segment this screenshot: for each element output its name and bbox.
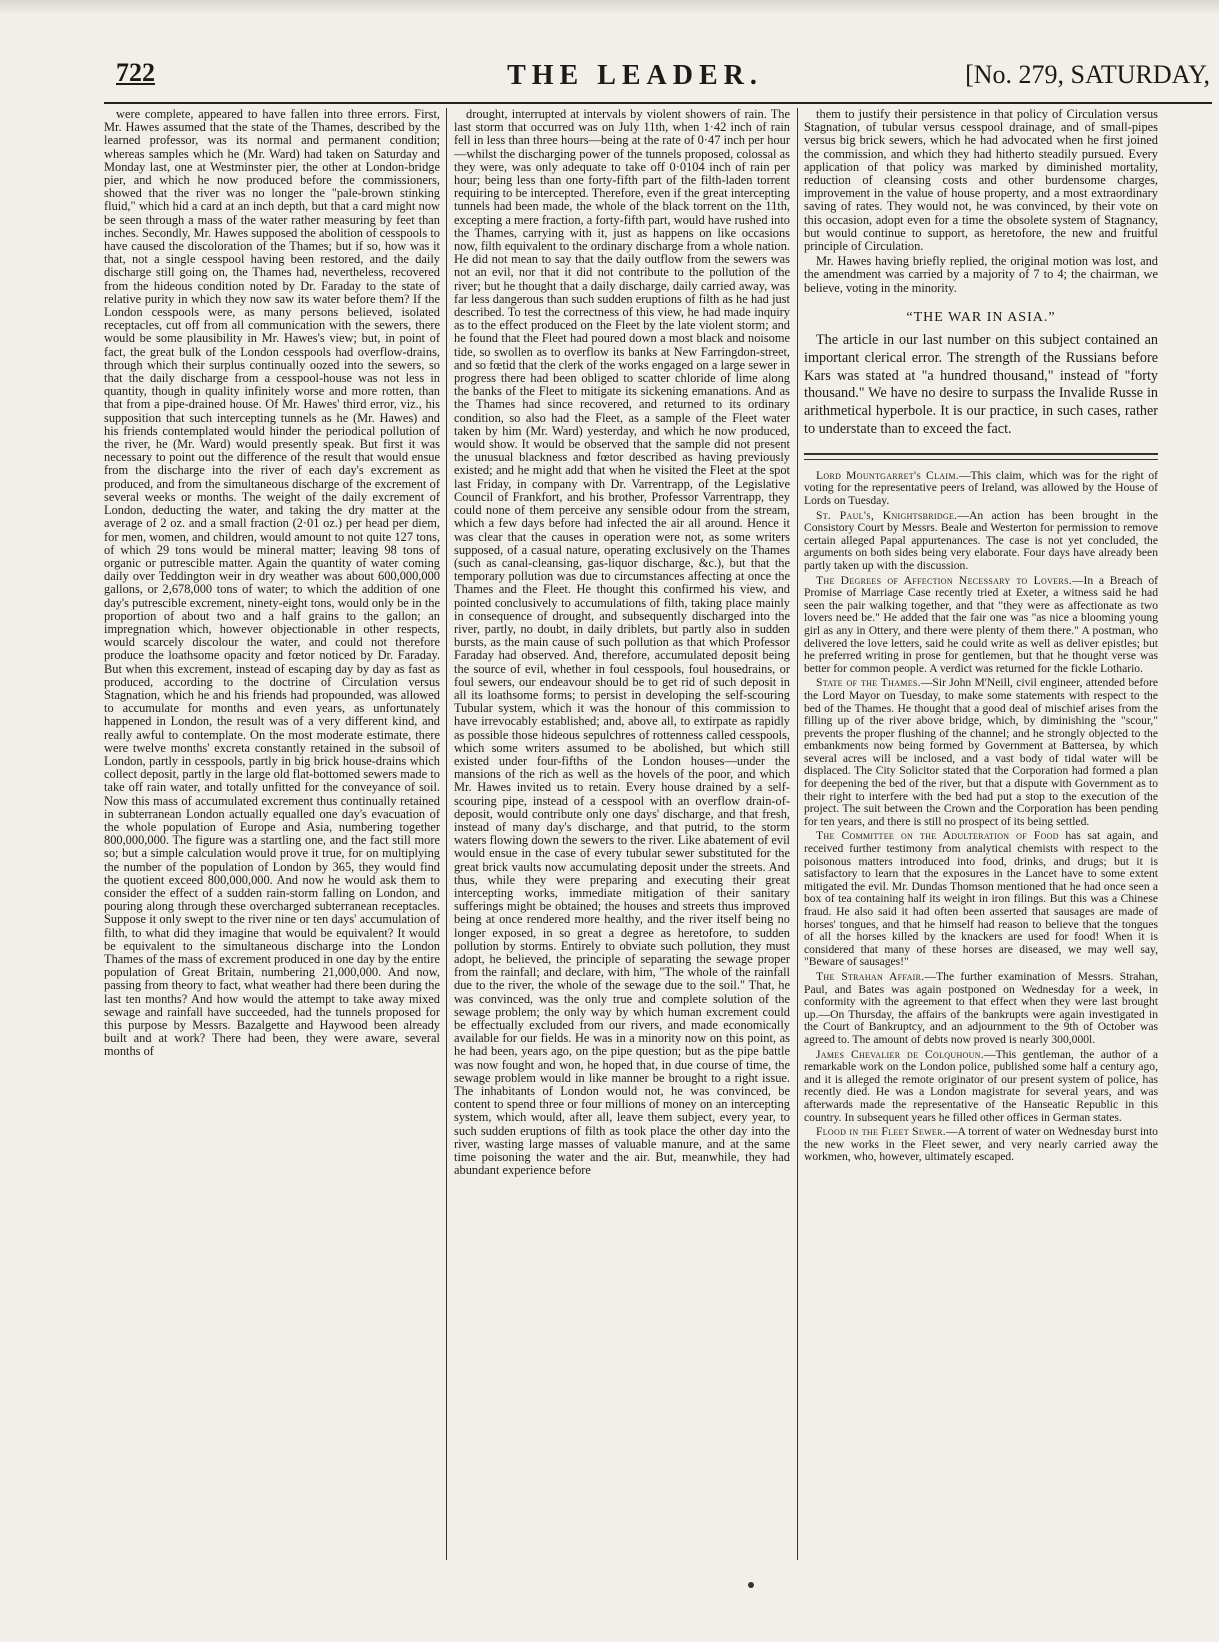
news-item-text: —The further examination of Messrs. Strahan, Paul, and Bates was again postponed on Wednesday for a week, in conformity with the agreement to that effect when they were last brought up.—On Thursday, the affairs of the bankrupts were again investigated in the Court of Bankruptcy, and an adjournment to the 9th of October was agreed to. The amount of debts now proved is nearly 300,000l. <box>804 969 1158 1046</box>
section-heading-war-in-asia: “THE WAR IN ASIA.” <box>906 309 1056 325</box>
news-item-text: —In a Breach of Promise of Marriage Case recently tried at Exeter, a witness said he had seen the pair walking together, and that "they were as affectionate as two lovers need be." He added that the fair one was "as nice a blooming young girl as any in Ottery, and there were plenty of them there." A postman, who delivered the love letters, said he could write as well as deliver epistles; but he preferred writing in prose for gentlemen, but that he thought verse was better for common people. A verdict was returned for the fickle Lothario. <box>804 573 1158 675</box>
issue-info: [No. 279, SATURDAY, <box>965 60 1210 89</box>
news-item-text: —This claim, which was for the right of voting for the representative peers of Ireland, was allowed by the House of Lords on Tuesday. <box>804 468 1158 508</box>
paper-title: THE LEADER. <box>507 60 763 91</box>
news-item <box>804 1126 1158 1164</box>
news-item-lead: St. Paul's, Knightsbridge. <box>816 508 958 522</box>
news-item-text: —Sir John M'Neill, civil engineer, attended before the Lord Mayor on Tuesday, to make some statements with respect to the bed of the Thames. He thought that a good deal of mischief arises from the filling up of the river above bridge, which, by diminishing the "scour," prevents the proper flushing of the channel; and he strongly objected to the embankments now being formed by Government at Battersea, by which several acres will be inclosed, and a vast body of tidal water will be displaced. The City Solicitor stated that the Corporation had formed a plan for deepening the bed of the river, but that a dispute with Government as to their right to interfere with the bed had put a stop to the execution of the project. The suit between the Crown and the Corporation has been pending for ten years, and there is still no prospect of its being settled. <box>804 676 1158 828</box>
article-paragraph: were complete, appeared to have fallen into three errors. First, Mr. Hawes assumed that the state of the Thames, described by the learned professor, was its normal and permanent condition; whereas samples which he (Mr. Ward) had taken on Saturday and Monday last, one at Westminster pier, the other at London-bridge pier, and which he now produced before the commissioners, showed that the river was no longer the "pale-brown stinking fluid," which hid a card at an inch depth, but that a card might now be seen through a mass of the water rather measuring by feet than inches. Secondly, Mr. Hawes supposed the abolition of cesspools to have caused the discoloration of the Thames; but if so, how was it that, not a single cesspool having been restored, and the daily discharge still going on, the Thames had, nevertheless, recovered from the hideous condition noted by Dr. Faraday to the state of relative purity in which they now saw its water before them? If the London cesspools were, as many persons believed, isolated receptacles, cut off from all communication with the sewers, there would be some plausibility in Mr. Hawes's view; but, in point of fact, the great bulk of the London cesspools had overflow-drains, through which their surplus continually oozed into the sewers, so that the daily discharge from a cesspool-house was not less in quantity, though in quality infinitely worse and more rotten, than that from a pipe-drained house. Of Mr. Hawes' third error, viz., his supposition that such intercepting tunnels as he (Mr. Hawes) and his friends contemplated would hinder the periodical pollution of the river, he (Mr. Ward) would presently speak. But first it was necessary to point out the difference of the result that would ensue from the discharge into the river of each day's excrement as produced, and from the simultaneous discharge of the excrement of several weeks or months. The weight of the daily excrement of London, deducting the water, and taking the dry matter at the average of 2 oz. and a small fraction (2·01 oz.) per head per diem, for men, women, and children, would amount to not quite 127 tons, of which 29 tons would be mineral matter; leaving 98 tons of organic or putrescible matter. Again the quantity of water coming daily over Teddington weir in dry weather was about 600,000,000 gallons, or 2,678,000 tons of water; to which the addition of one day's putrescible excrement, ninety-eight tons, would only be in the proportion of about two and a half grains to the gallon; an impregnation which, however objectionable in other respects, would scarcely discolour the water, and could not therefore produce the loathsome opacity and fœtor noticed by Dr. Faraday. But when this excrement, instead of escaping day by day as fast as produced, according to the doctrine of Circulation versus Stagnation, which he and his friends had propounded, was allowed to accumulate for months and even years, as unfortunately happened in London, the result was of a very different kind, and really awful to contemplate. On the most moderate estimate, there were twelve months' excreta constantly retained in the subsoil of London, partly in cesspools, partly in big brick house-drains which collect deposit, partly in the large old flat-bottomed sewers made to take off rain water, and totally unfitted for the conveyance of soil. Now this mass of accumulated excrement thus continually retained in subterranean London actually equalled one day's evacuation of the whole population of Europe and Asia, numbering together 800,000,000. The figure was a startling one, and the fact still more so; but a simple calculation would prove it true, for on multiplying the number of the population of London by 365, they would find the quotient exceed 800,000,000. And now he would ask them to consider the effect of a sudden rain-storm falling on London, and pouring along through these overcharged subterranean receptacles. Suppose it only swept to the river nine or ten days' accumulation of filth, to what did they imagine that would be equivalent? It would be equivalent to the simultaneous discharge into the London Thames of the mass of excrement produced in one day by the entire population of Great Britain, numbering 21,000,000. And now, passing from theory to fact, what weather had there been during the last ten months? And how would the attempt to take away mixed sewage and rainfall have succeeded, had the tunnels proposed for this purpose by Messrs. Bazalgette and Haywood been already built and at work? There had been, they were aware, several months of <box>104 108 440 1059</box>
news-item-lead: The Degrees of Affection Necessary to Lovers. <box>816 573 1072 587</box>
news-item-text: has sat again, and received further testimony from analytical chemists with respect to the poisonous matters introduced into food, drinks, and drugs; but it is satisfactory to learn that the exposures in the Lancet have to some extent mitigated the evil. Mr. Dundas Thomson mentioned that he had once seen a box of tea containing half its weight in iron filings. But this was a Chinese fraud. He also said it had often been asserted that sausages are made of horses' tongues, and that he himself had reason to believe that the tongues of all the horses killed by the knackers are used for food! When it is considered that many of these horses are diseased, we may well say, "Beware of sausages!" <box>804 829 1158 969</box>
news-item-text: —A torrent of water on Wednesday burst into the new works in the Fleet sewer, and very nearly carried away the workmen, who, however, ultimately escaped. <box>804 1125 1158 1164</box>
news-item <box>804 575 1158 676</box>
section-text-war-in-asia: The article in our last number on this subject contained an important clerical error. The strength of the Russians before Kars was stated at "a hundred thousand," instead of "forty thousand." We have no desire to surpass the Invalide Russe in arithmetical hyperbole. It is our practice, in such cases, rather to understate than to exceed the fact. <box>804 332 1158 438</box>
news-item-lead: State of the Thames. <box>816 676 921 690</box>
column-divider <box>797 108 798 1560</box>
news-item <box>804 470 1158 508</box>
masthead <box>60 58 1210 100</box>
news-item <box>804 677 1158 828</box>
article-paragraph: them to justify their persistence in that policy of Circulation versus Stagnation, of tubular versus cesspool drainage, and of small-pipes versus big brick sewers, which he had advocated when he first joined the commission, and which they had hitherto steadily pursued. Every application of that policy was marked by diminished mortality, reduction of cleansing costs and other burdensome charges, improvement in the value of house property, and a most extraordinary saving of rates. They would not, he was convinced, by their vote on this occasion, adopt even for a time the obsolete system of Stagnancy, but would continue to support, as heretofore, the new and fruitful principle of Circulation. <box>804 108 1158 254</box>
news-item <box>804 971 1158 1047</box>
page-mark <box>748 1582 754 1588</box>
masthead-rule <box>104 102 1212 104</box>
news-item-lead: The Committee on the Adulteration of Food <box>816 829 1059 843</box>
news-item <box>804 830 1158 969</box>
news-item-text: —An action has been brought in the Consistory Court by Messrs. Beale and Westerton for permission to remove certain alleged Papal appurtenances. The case is not yet concluded, the arguments on both sides being very elaborate. Four days have already been partly taken up with the discussion. <box>804 508 1158 572</box>
scan-edge <box>0 0 1219 14</box>
news-item-lead: Lord Mountgarret's Claim. <box>816 468 959 482</box>
page-number: 722 <box>116 58 155 87</box>
section-divider <box>804 453 1158 460</box>
news-item-lead: Flood in the Fleet Sewer. <box>816 1125 946 1139</box>
article-paragraph: Mr. Hawes having briefly replied, the original motion was lost, and the amendment was carried by a majority of 7 to 4; the chairman, we believe, voting in the minority. <box>804 254 1158 295</box>
news-item-lead: James Chevalier de Colquhoun. <box>816 1047 984 1061</box>
column-2 <box>454 108 790 1560</box>
news-item-text: —This gentleman, the author of a remarkable work on the London police, published some half a century ago, and it is alleged the remote originator of our present system of police, has recently died. He was a London magistrate for several years, and was afterwards made the representative of the Hanseatic Republic in this country. In subsequent years he filled other offices in German states. <box>804 1047 1158 1124</box>
column-1 <box>104 108 440 1560</box>
article-paragraph: drought, interrupted at intervals by violent showers of rain. The last storm that occurred was on July 11th, when 1·42 inch of rain fell in less than three hours—being at the rate of 0·47 inch per hour—whilst the discharging power of the tunnels proposed, colossal as they were, was only adequate to take off 0·0104 inch of rain per hour; being less than one forty-fifth part of the filth-laden torrent requiring to be intercepted. Therefore, even if the great intercepting tunnels had been made, the whole of the black torrent on the 11th, excepting a mere fraction, a forty-fifth part, would have rushed into the Thames, carrying with it, just as happens on like occasions now, filth equivalent to the ordinary discharge from a whole nation. He did not mean to say that the daily outflow from the sewers was not an evil, nor that it did not contribute to the pollution of the river; but he thought that a daily discharge, daily carried away, was far less dangerous than such sudden eruptions of filth as he had just described. To test the correctness of this view, he had made inquiry as to the effect produced on the Fleet by the late violent storm; and he found that the Fleet had poured down a most black and noisome tide, so swollen as to overflow its banks at New Farringdon-street, and so fœtid that the clerk of the works engaged on a large sewer in progress there had been obliged to scatter chloride of lime along the banks of the Fleet to mitigate its sickening emanations. And as the Thames had since recovered, and returned to its ordinary condition, so also had the Fleet, as a sample of the Fleet water taken by him (Mr. Ward) yesterday, and which he now produced, would show. It would be observed that the sample did not present the unusual blackness and fœtor described as having previously existed; and he might add that when he visited the Fleet at the spot last Friday, in company with Dr. Varrentrapp, of the Legislative Council of Frankfort, and his brother, Professor Varrentrapp, they could none of them perceive any sensible odour from the stream, which a few days before had infected the air all around. Hence it was clear that the causes in operation were not, as some writers supposed, of a casual nature, operating exclusively on the Thames (such as canal-cleansing, gas-liquor discharge, &c.), but that the temporary pollution was due to circumstances affecting at once the Thames and the Fleet. He thought this confirmed his view, and pointed conclusively to accumulations of filth, taking place mainly in consequence of drought, and subsequently discharged into the river, partly, no doubt, in daily driblets, but partly also in sudden bursts, as the main cause of such pollution as that which Professor Faraday had observed. And, therefore, accumulated deposit being the source of evil, whether in foul cesspools, foul housedrains, or foul sewers, our endeavour should be to get rid of such deposit in all its loathsome forms; to persist in developing the self-scouring Tubular system, which it was the honour of this commission to have irrevocably established; and, above all, to extirpate as rapidly as possible those hideous sepulchres of rottenness called cesspools, which some writers assumed to be abolished, but which still existed under four-fifths of the London houses—under the mansions of the rich as well as the hovels of the poor, and which Mr. Hawes invited us to retain. Every house drained by a self-scouring pipe, instead of a cesspool with an overflow drain-of-deposit, would contribute only one days' discharge, and that fresh, instead of many day's discharge, and that putrid, to the storm waters flowing down the sewers to the river. Like abatement of evil would ensue in the case of every tubular sewer substituted for the great brick vaults now accumulating deposit under the streets. And thus, while they were preparing and executing their great intercepting works, immediate mitigation of their sanitary sufferings might be obtained; the houses and streets thus improved being at once rendered more healthy, and the river itself being no longer exposed, in so great a degree as heretofore, to sudden pollution by storms. Entirely to obviate such pollution, they must adopt, he believed, the principle of separating the sewage proper from the rainfall; and declare, with him, "The whole of the rainfall due to the river, the whole of the sewage due to the soil." That, he was convinced, was the only true and complete solution of the sewage problem; the only way by which human excrement could be effectually excluded from our rivers, and made economically available for our fields. He was in a minority now on this point, as he had been, years ago, on the pipe question; but as the pipe battle was now fought and won, he hoped that, in due course of time, the sewage problem would in like manner be brought to a right issue. The inhabitants of London would not, he was convinced, be content to spend three or four millions of money on an intercepting system, which would, after all, leave them subject, every year, to such sudden eruptions of filth as took place the other day into the river, wasting large masses of valuable manure, and at the same time poisoning the water and the air. But, meanwhile, they had abundant experience before <box>454 108 790 1178</box>
column-3 <box>804 108 1158 1560</box>
news-item <box>804 510 1158 573</box>
news-item <box>804 1049 1158 1125</box>
news-item-lead: The Strahan Affair. <box>816 969 925 983</box>
column-divider <box>446 108 447 1560</box>
